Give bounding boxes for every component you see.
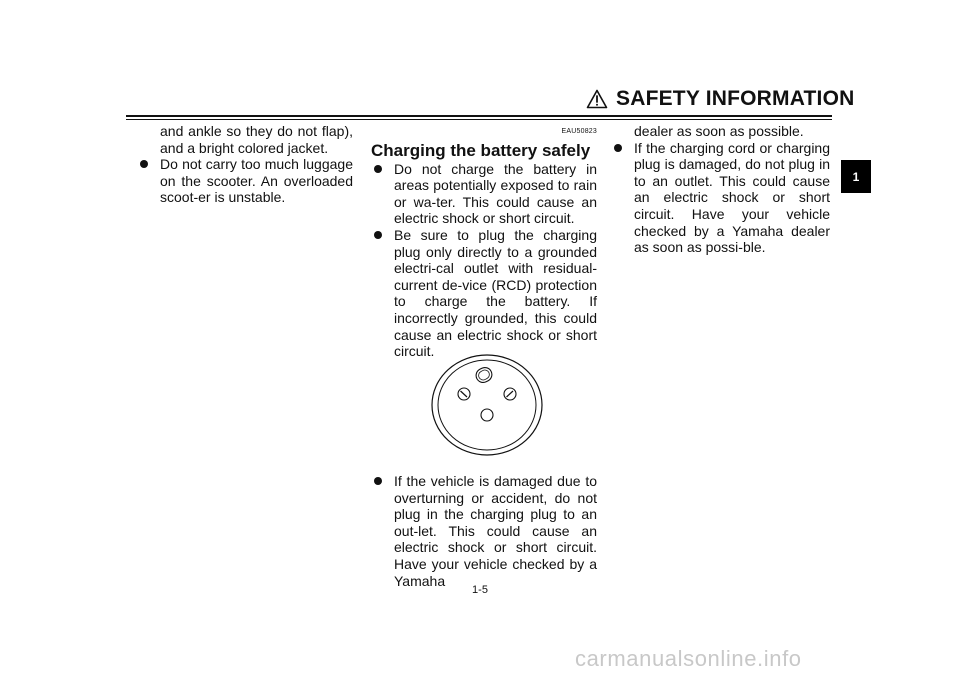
- list-item: Do not carry too much luggage on the scooter. An overloaded scoot-er is unstable.: [137, 156, 353, 206]
- left-column: [137, 123, 353, 206]
- list-item: Be sure to plug the charging plug only directly to a grounded electri-cal outlet with residual-current de-vice (RCD) protection to charge the battery. If incorrectly grounded, this could cause an electric shock or short circuit.: [371, 227, 597, 360]
- middle-column: [371, 124, 597, 360]
- header-rule-thin: [126, 119, 832, 120]
- page-number: 1-5: [472, 584, 488, 596]
- page-title: SAFETY INFORMATION: [616, 87, 855, 110]
- chapter-tab: 1: [841, 160, 871, 193]
- grounded-outlet-illustration: [427, 351, 547, 459]
- section-title: Charging the battery safely: [371, 140, 591, 160]
- right-column: [611, 123, 830, 256]
- list-item: If the charging cord or charging plug is damaged, do not plug in to an outlet. This could cause an electric shock or short circuit. Have your vehicle checked by a Yamaha dealer as soon as possi-ble.: [611, 140, 830, 256]
- page-header: [586, 84, 855, 114]
- watermark: carmanualsonline.info: [575, 646, 802, 671]
- continued-text: dealer as soon as possible.: [634, 123, 804, 139]
- header-rule-thick: [126, 115, 832, 117]
- list-item: Do not charge the battery in areas potentially exposed to rain or wa-ter. This could cause an electric shock or short circuit.: [371, 161, 597, 227]
- list-item: If the vehicle is damaged due to overturning or accident, do not plug in the charging plug to an out-let. This could cause an electric shock or short circuit. Have your vehicle checked by a Yamaha: [371, 473, 597, 589]
- continued-text: and ankle so they do not flap), and a bright colored jacket.: [160, 123, 353, 156]
- warning-icon: [586, 89, 608, 109]
- section-code: EAU50823: [561, 128, 597, 135]
- middle-column-lower: [371, 473, 597, 589]
